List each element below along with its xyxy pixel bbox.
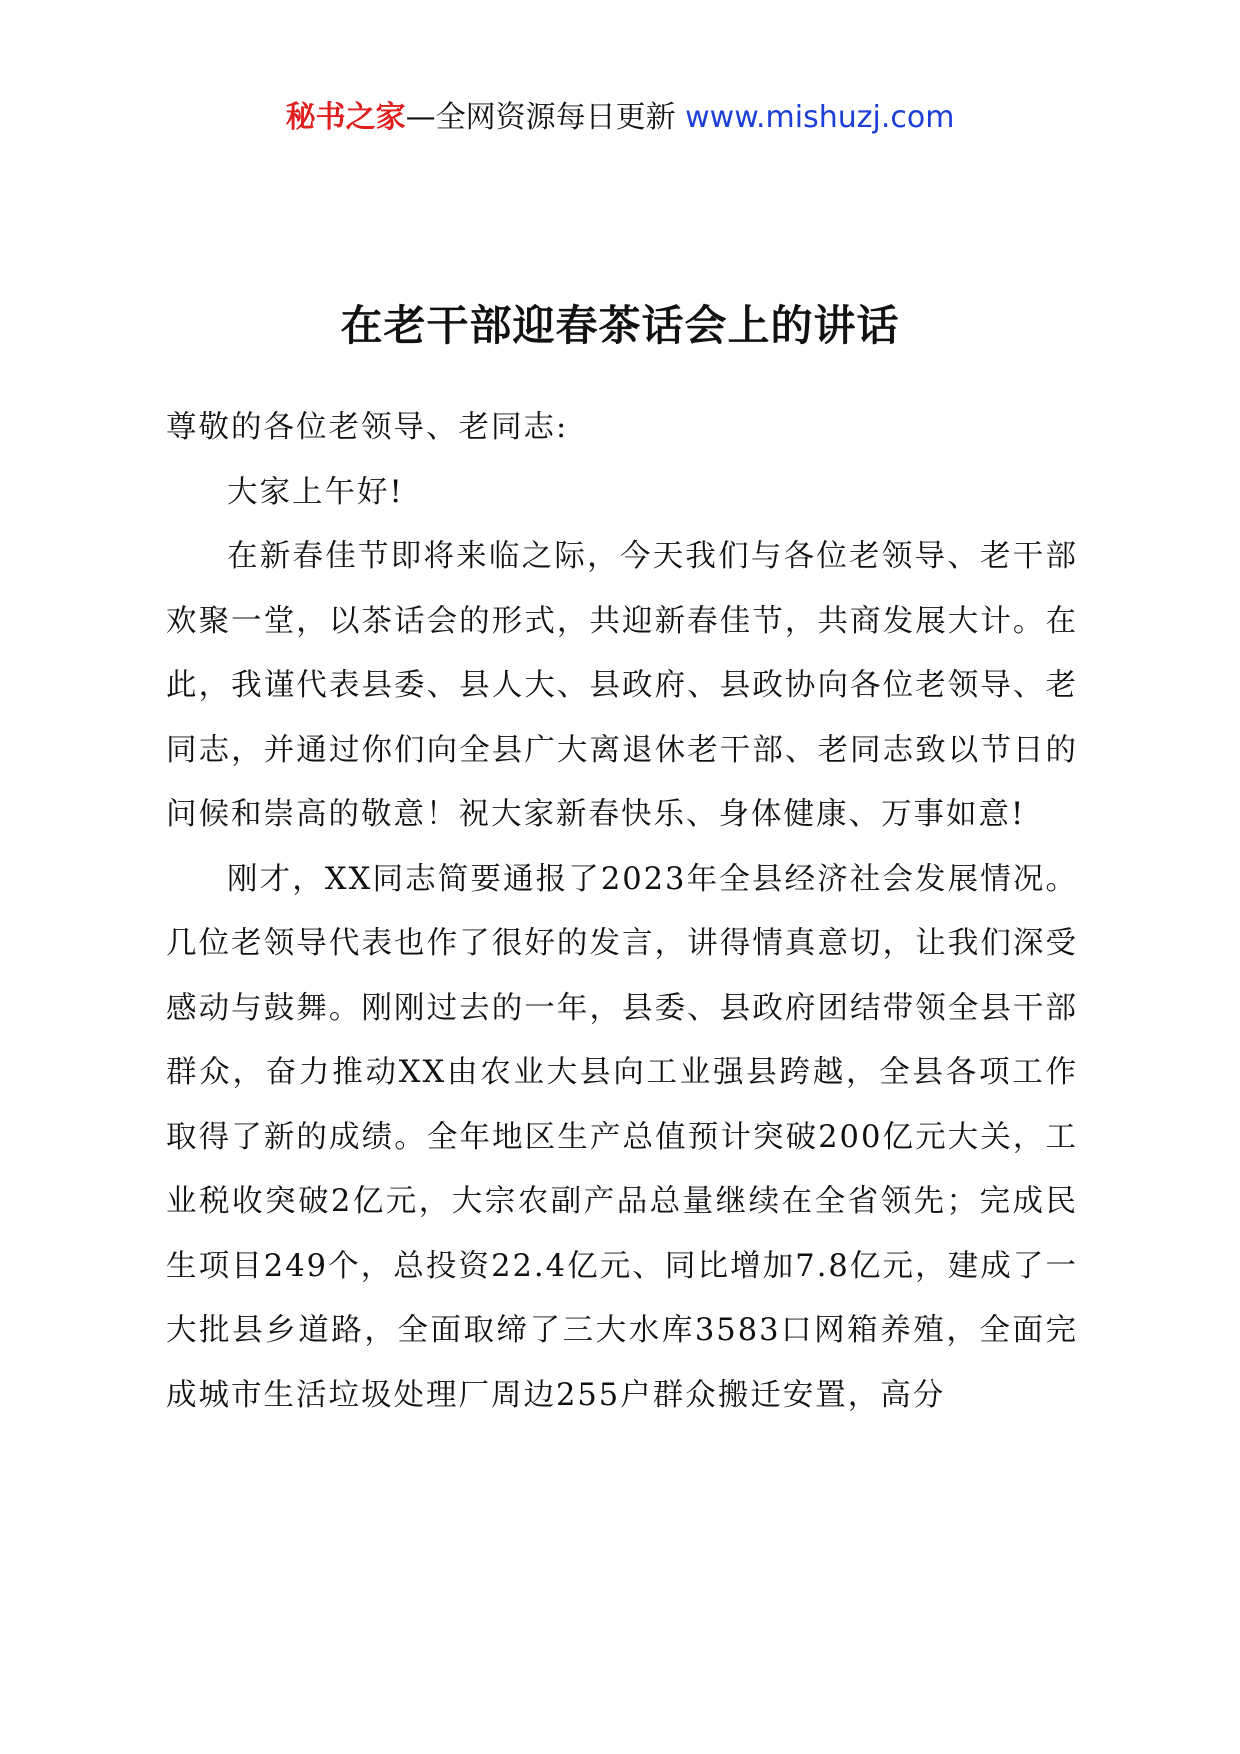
header-tagline: —全网资源每日更新 xyxy=(405,100,676,135)
paragraph-greeting: 大家上午好! xyxy=(227,474,404,510)
site-header xyxy=(0,98,1240,138)
site-url-link[interactable]: www.mishuzj.com xyxy=(685,100,955,135)
document-title: 在老干部迎春茶话会上的讲话 xyxy=(340,301,900,350)
brand-name: 秘书之家 xyxy=(285,100,406,135)
document-body xyxy=(166,396,1078,1428)
paragraph-work-review: 刚才，XX同志简要通报了2023年全县经济社会发展情况。几位老领导代表也作了很好的发言，讲得情真意切，让我们深受感动与鼓舞。刚刚过去的一年，县委、县政府团结带领全县干部群众，奋力推动XX由农业大县向工业强县跨越，全县各项工作取得了新的成绩。全年地区生产总值预计突破200亿元大关，工业税收突破2亿元，大宗农副产品总量继续在全省领先；完成民生项目249个，总投资22.4亿元、同比增加7.8亿元，建成了一大批县乡道路，全面取缔了三大水库3583口网箱养殖，全面完成城市生活垃圾处理厂周边255户群众搬迁安置，高分 xyxy=(166,861,1078,1413)
paragraph-new-year-wishes: 在新春佳节即将来临之际，今天我们与各位老领导、老干部欢聚一堂，以茶话会的形式，共迎新春佳节，共商发展大计。在此，我谨代表县委、县人大、县政府、县政协向各位老领导、老同志，并通过你们向全县广大离退休老干部、老同志致以节日的问候和崇高的敬意！祝大家新春快乐、身体健康、万事如意! xyxy=(166,539,1078,832)
salutation: 尊敬的各位老领导、老同志: xyxy=(166,410,569,445)
